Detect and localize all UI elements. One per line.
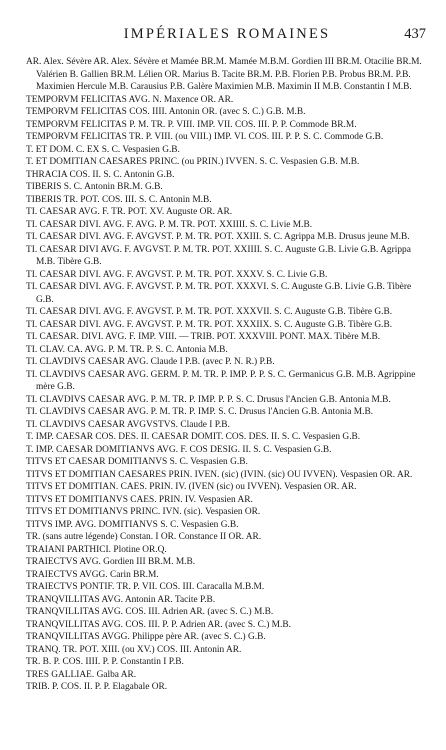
index-entry: TI. CLAVDIVS CAESAR AVG. P. M. TR. P. IMP. P. P. S. C. Drusus l'Ancien G.B. Antonia M.B. xyxy=(26,394,391,405)
index-entry: TI. CAESAR DIVI. AVG. F. AVGVST. P. M. TR. POT. XXXVI. S. C. Auguste G.B. Livie G.B. Tibère G.B. xyxy=(26,282,412,305)
index-entry: TITVS ET DOMITIANVS CAES. PRIN. IV. Vespasien AR. xyxy=(26,494,253,505)
index-entry: TRIB. P. COS. II. P. P. Elagabale OR. xyxy=(26,682,168,692)
index-entry: TI. CAESAR DIVI. AVG. F. AVGVST. P. M. TR. POT. XXIII. S. C. Agrippa M.B. Drusus jeune M.B. xyxy=(26,232,410,242)
index-entry: TI. CLAV. CA. AVG. P. M. TR. P. S. C. Antonia M.B. xyxy=(26,344,228,355)
index-entry: AR. Alex. Sévère AR. Alex. Sévère et Mamée BR.M. Mamée M.B.M. Gordien III BR.M. Otacilie BR.M. Valérien B. Gallien BR.M. Lélien OR. Marius B. Tacite BR.M. P.B. Florien P.B. Probus BR.M. P.B. Maximien Hercule M.B. Carausius P.B. Galère Maximien M.B. Maximin II M.B. Constantin I M.B. xyxy=(26,57,422,92)
index-entry: TEMPORVM FELICITAS AVG. N. Maxence OR. AR. xyxy=(26,94,234,105)
index-entry: TRAIANI PARTHICI. Plotine OR.Q. xyxy=(26,544,167,555)
legend-index-list xyxy=(26,56,428,694)
index-entry: TRAIECTVS PONTIF. TR. P. VII. COS. III. Caracalla M.B.M. xyxy=(26,582,265,592)
index-entry: THRACIA COS. II. S. C. Antonin G.B. xyxy=(26,169,175,180)
index-entry: TRANQ. TR. POT. XIII. (ou XV.) COS. III. Antonin AR. xyxy=(26,644,242,655)
index-entry: TI. CLAVDIVS CAESAR AVG. P. M. TR. P. IMP. S. C. Drusus l'Ancien G.B. Antonia M.B. xyxy=(26,407,374,417)
index-entry: TITVS ET DOMITIAN CAESARES PRIN. IVEN. (sic) (IVIN. (sic) OU IVVEN). Vespasien OR. AR. xyxy=(26,469,413,480)
index-entry: TR. (sans autre légende) Constan. I OR. Constance II OR. AR. xyxy=(26,532,262,542)
running-title: IMPÉRIALES ROMAINES xyxy=(123,26,331,42)
index-entry: TI. CLAVDIVS CAESAR AVG. Claude I P.B. (avec P. N. R.) P.B. xyxy=(26,357,275,367)
index-entry: TEMPORVM FELICITAS COS. IIII. Antonin OR. (avec S. C.) G.B. M.B. xyxy=(26,107,306,117)
index-entry: TI. CAESAR DIVI. AVG. F. AVGVST. P. M. TR. POT. XXXVII. S. C. Auguste G.B. Tibère G.B. xyxy=(26,307,393,317)
index-entry: TEMPORVM FELICITAS P. M. TR. P. VIII. IMP. VII. COS. III. P. P. Commode BR.M. xyxy=(26,119,357,130)
index-entry: TRANQVILLITAS AVG. COS. III. P. P. Adrien AR. (avec S. C.) M.B. xyxy=(26,619,291,630)
page-header xyxy=(26,26,428,48)
index-entry: T. IMP. CAESAR DOMITIANVS AVG. F. COS DESIG. II. S. C. Vespasien G.B. xyxy=(26,444,332,455)
index-entry: TITVS ET DOMITIANVS PRINC. IVN. (sic). Vespasien OR. xyxy=(26,507,261,517)
index-entry: TIBERIS S. C. Antonin BR.M. G.B. xyxy=(26,182,163,192)
index-entry: TI. CAESAR AVG. F. TR. POT. XV. Auguste OR. AR. xyxy=(26,207,233,217)
index-entry: TIBERIS TR. POT. COS. III. S. C. Antonin M.B. xyxy=(26,194,212,205)
index-entry: TRAIECTVS AVGG. Carin BR.M. xyxy=(26,569,159,580)
index-entry: TRANQVILLITAS AVG. Antonin AR. Tacite P.B. xyxy=(26,594,216,605)
index-entry: TI. CAESAR. DIVI. AVG. F. IMP. VIII. — TRIB. POT. XXXVIII. PONT. MAX. Tibère M.B. xyxy=(26,332,381,342)
index-entry: TITVS IMP. AVG. DOMITIANVS S. C. Vespasien G.B. xyxy=(26,519,239,530)
index-entry: TI. CAESAR DIVI. AVG. F. AVGVST. P. M. TR. POT. XXXV. S. C. Livie G.B. xyxy=(26,269,328,280)
index-entry: TRES GALLIAE. Galba AR. xyxy=(26,669,137,680)
index-entry: TI. CLAVDIVS CAESAR AVG. GERM. P. M. TR. P. IMP. P. P. S. C. Germanicus G.B. M.B. Agrippine mère G.B. xyxy=(26,369,416,392)
page-number: 437 xyxy=(404,26,426,42)
index-entry: T. IMP. CAESAR COS. DES. II. CAESAR DOMIT. COS. DES. II. S. C. Vespasien G.B. xyxy=(26,432,361,442)
index-entry: TITVS ET CAESAR DOMITIANVS S. C. Vespasien G.B. xyxy=(26,457,248,467)
index-entry: TR. B. P. COS. IIII. P. P. Constantin I P.B. xyxy=(26,657,184,667)
index-entry: TI. CAESAR DIVI. AVG. F. AVGVST. P. M. TR. POT. XXXIIX. S. C. Auguste G.B. Tibère G.B. xyxy=(26,319,393,330)
index-entry: TRANQVILLITAS AVG. COS. III. Adrien AR. (avec S. C.) M.B. xyxy=(26,607,274,617)
index-entry: TI. CLAVDIVS CAESAR AVGVSTVS. Claude I P.B. xyxy=(26,419,230,430)
index-entry: T. ET DOMITIAN CAESARES PRINC. (ou PRIN.) IVVEN. S. C. Vespasien G.B. M.B. xyxy=(26,157,360,167)
index-entry: TI. CAESAR DIVI. AVG. F. AVG. P. M. TR. POT. XXIIII. S. C. Livie M.B. xyxy=(26,219,313,230)
index-entry: TITVS ET DOMITIAN. CAES. PRIN. IV. (IVEN (sic) ou IVVEN). Vespasien OR. AR. xyxy=(26,482,357,492)
index-entry: TRANQVILLITAS AVGG. Philippe père AR. (avec S. C.) G.B. xyxy=(26,632,266,642)
index-entry: TEMPORVM FELICITAS TR. P. VIII. (ou VIII.) IMP. VI. COS. III. P. P. S. C. Commode G.B. xyxy=(26,132,384,142)
index-entry: TI. CAESAR DIVI AVG. F. AVGVST. P. M. TR. POT. XXIIII. S. C. Auguste G.B. Livie G.B. Agrippa M.B. Tibère G.B. xyxy=(26,244,411,267)
index-entry: T. ET DOM. C. EX S. C. Vespasien G.B. xyxy=(26,144,180,155)
index-entry: TRAIECTVS AVG. Gordien III BR.M. M.B. xyxy=(26,557,196,567)
